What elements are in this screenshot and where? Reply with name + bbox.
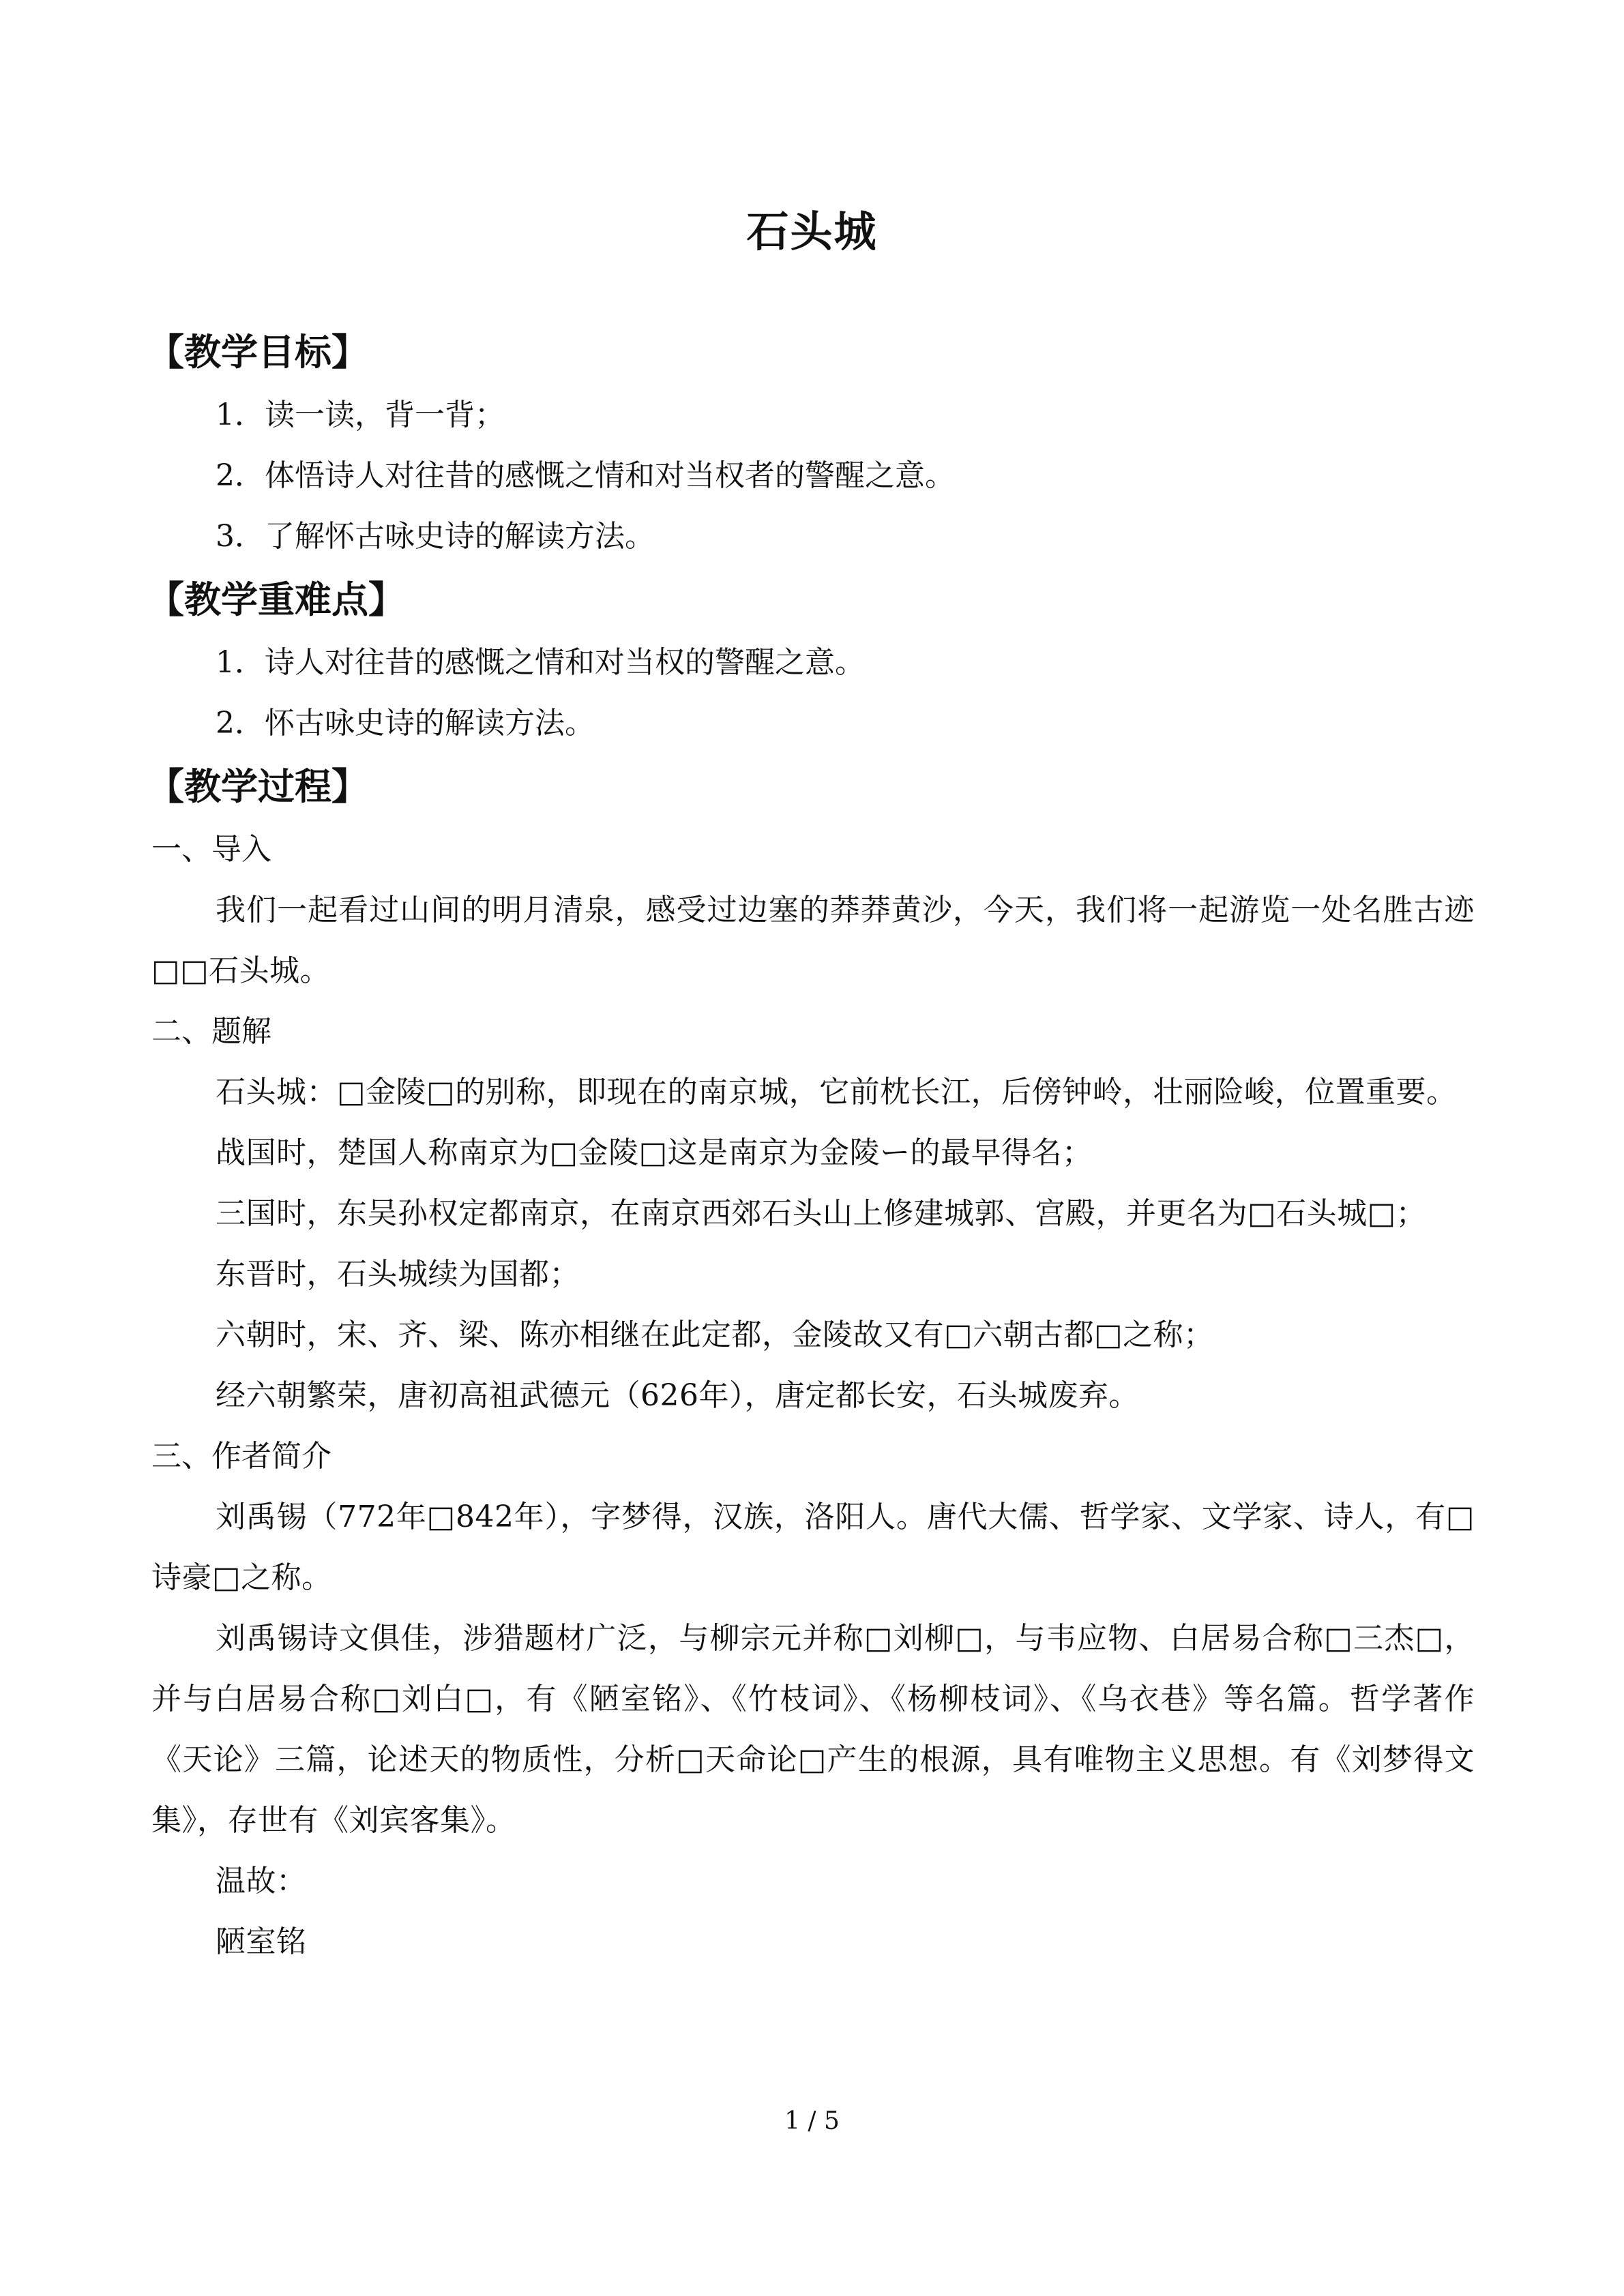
review-poem-title: 陋室铭: [216, 1924, 307, 1959]
title-explain-paragraph: 战国时，楚国人称南京为□金陵□这是南京为金陵ー的最早得名；: [216, 1135, 1093, 1170]
title-explain-paragraph: 六朝时，宋、齐、梁、陈亦相继在此定都，金陵故又有□六朝古都□之称；: [216, 1317, 1214, 1352]
objective-item: 3．了解怀古咏史诗的解读方法。: [216, 519, 655, 554]
objectives-heading: 【教学目标】: [147, 330, 368, 374]
author-paragraph: 刘禹锡（772年□842年），字梦得，汉族，洛阳人。唐代大儒、哲学家、文学家、诗人，有□诗豪□之称。: [151, 1500, 1475, 1595]
title-explain-paragraph: 经六朝繁荣，唐初高祖武德元（626年），唐定都长安，石头城废弃。: [216, 1378, 1139, 1413]
key-point-item: 1．诗人对往昔的感慨之情和对当权的警醒之意。: [216, 645, 865, 680]
title-explain-heading: 二、题解: [151, 1014, 271, 1049]
key-points-heading: 【教学重难点】: [147, 578, 405, 621]
document-body: [147, 319, 1475, 1972]
title-explain-paragraph: 石头城：□金陵□的别称，即现在的南京城，它前枕长江，后傍钟岭，壮丽险峻，位置重要。: [216, 1075, 1457, 1109]
intro-paragraph: 我们一起看过山间的明月清泉，感受过边塞的莽莽黄沙，今天，我们将一起游览一处名胜古迹□□石头城。: [151, 893, 1475, 988]
title-explain-paragraph: 东晋时，石头城续为国都；: [216, 1257, 580, 1292]
key-point-item: 2．怀古咏史诗的解读方法。: [216, 706, 595, 741]
title-explain-paragraph: 三国时，东吴孙权定都南京，在南京西郊石头山上修建城郭、宫殿，并更名为□石头城□；: [216, 1196, 1427, 1231]
author-heading: 三、作者简介: [151, 1439, 331, 1474]
page-indicator: 1 / 5: [784, 2107, 840, 2135]
document-title: 石头城: [746, 207, 878, 256]
process-heading: 【教学过程】: [147, 764, 368, 808]
review-label: 温故：: [216, 1864, 307, 1898]
objective-item: 1．读一读，背一背；: [216, 398, 505, 432]
author-paragraph: 刘禹锡诗文俱佳，涉猎题材广泛，与柳宗元并称□刘柳□，与韦应物、白居易合称□三杰□，并与白居易合称□刘白□，有《陋室铭》、《竹枝词》、《杨柳枝词》、《乌衣巷》等名篇。哲学著作《天论》三篇，论述天的物质性，分析□天命论□产生的根源，具有唯物主义思想。有《刘梦得文集》，存世有《刘宾客集》。: [151, 1621, 1475, 1838]
intro-heading: 一、导入: [151, 832, 271, 867]
objective-item: 2．体悟诗人对往昔的感慨之情和对当权者的警醒之意。: [216, 458, 955, 493]
